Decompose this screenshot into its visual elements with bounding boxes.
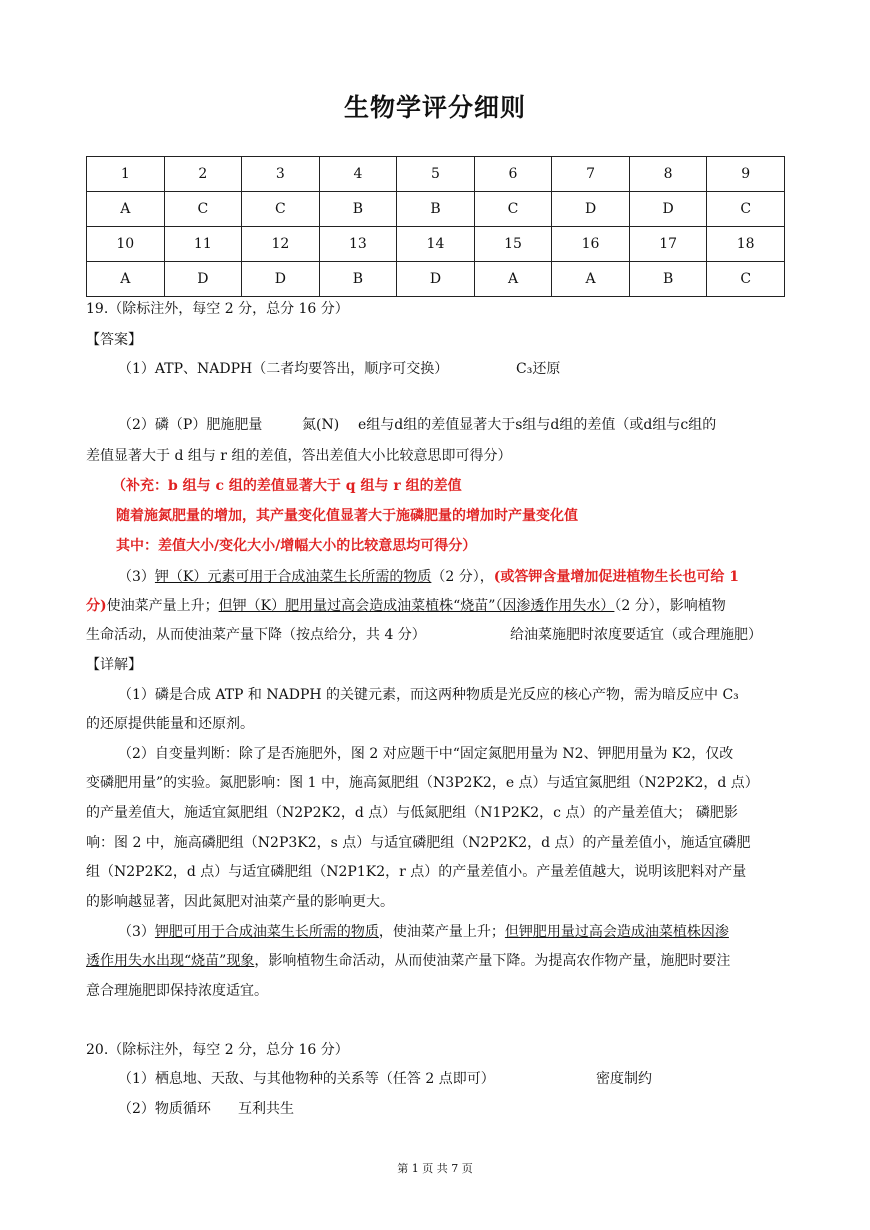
answer-table-cell: C xyxy=(164,192,242,227)
q19-a3-line3: 生命活动，从而使油菜产量下降（按点给分，共 4 分） xyxy=(86,627,426,643)
q19-a1: （1）ATP、NADPH（二者均要答出，顺序可交换） xyxy=(118,361,449,377)
answer-table-cell: D xyxy=(629,192,707,227)
q19-detail-2-line2: 变磷肥用量”的实验。氮肥影响：图 1 中，施高氮肥组（N3P2K2，e 点）与适宜氮肥组（N2P2K2，d 点） xyxy=(86,775,759,791)
q19-a3-line2 xyxy=(86,596,726,616)
answer-table-cell: 6 xyxy=(474,157,552,192)
answer-table-cell: B xyxy=(319,262,397,297)
q19-a2-part3: e组与d组的差值显著大于s组与d组的差值（或d组与c组的 xyxy=(358,417,717,433)
answer-table-cell: 1 xyxy=(87,157,165,192)
answer-table-cell: B xyxy=(397,192,475,227)
answer-table-cell: 18 xyxy=(707,227,785,262)
answer-table-cell: D xyxy=(164,262,242,297)
answer-table-cell: 4 xyxy=(319,157,397,192)
q20-a2-first: （2）物质循环 xyxy=(118,1101,211,1117)
answer-table-cell: C xyxy=(707,192,785,227)
q19-a3-text2: （2 分），影响植物 xyxy=(614,598,726,614)
answer-table-cell: 14 xyxy=(397,227,475,262)
answer-table-cell: 9 xyxy=(707,157,785,192)
q19-detail-2-line1: （2）自变量判断：除了是否施肥外，图 2 对应题干中“固定氮肥用量为 N2、钾肥用量为 K2，仅改 xyxy=(118,746,734,762)
q19-detail-2-line5: 组（N2P2K2，d 点）与适宜磷肥组（N2P1K2，r 点）的产量差值小。产量差值越大，说明该肥料对产量 xyxy=(86,864,747,880)
answer-table-cell: A xyxy=(87,262,165,297)
q19-a2-line2: 差值显著大于 d 组与 r 组的差值，答出差值大小比较意思即可得分） xyxy=(86,448,512,464)
q19-a3-second-blank: 给油菜施肥时浓度要适宜（或合理施肥） xyxy=(510,627,762,643)
answer-table-cell: D xyxy=(397,262,475,297)
answer-table-cell: C xyxy=(474,192,552,227)
q19-supplement-3: 其中：差值大小/变化大小/增幅大小的比较意思均可得分） xyxy=(116,538,477,554)
q19-answer-label: 【答案】 xyxy=(86,332,142,348)
q19-header: 19.（除标注外，每空 2 分，总分 16 分） xyxy=(86,301,349,317)
q19-detail-3-point2: 但钾肥用量过高会造成油菜植株因渗 xyxy=(504,924,729,940)
answer-table-cell: C xyxy=(707,262,785,297)
q19-detail-3-point1: 钾肥可用于合成油菜生长所需的物质 xyxy=(154,924,379,940)
q19-a2-part1: （2）磷（P）肥施肥量 xyxy=(118,417,263,433)
q20-a1: （1）栖息地、天敌、与其他物种的关系等（任答 2 点即可） xyxy=(118,1071,495,1087)
q20-a1-second: 密度制约 xyxy=(596,1071,652,1087)
answer-table-row xyxy=(87,262,785,297)
q19-detail-2-line4: 响：图 2 中，施高磷肥组（N2P3K2，s 点）与适宜磷肥组（N2P2K2，d 点）的产量差值小，施适宜磷肥 xyxy=(86,835,751,851)
answer-table-cell: B xyxy=(629,262,707,297)
answer-table-cell: B xyxy=(319,192,397,227)
answer-table-cell: A xyxy=(87,192,165,227)
answer-table-cell: 5 xyxy=(397,157,475,192)
answer-table-cell: 7 xyxy=(552,157,630,192)
answer-table-row xyxy=(87,192,785,227)
answer-table-cell: D xyxy=(242,262,320,297)
q20-header: 20.（除标注外，每空 2 分，总分 16 分） xyxy=(86,1042,349,1058)
q19-detail-3-text2: ，影响植物生命活动，从而使油菜产量下降。为提高农作物产量，施肥时要注 xyxy=(254,953,731,969)
q19-a3-alt-note: (或答钾含量增加促进植物生长也可给 1 xyxy=(493,569,739,585)
answer-table-cell: A xyxy=(474,262,552,297)
q19-detail-label: 【详解】 xyxy=(86,657,142,673)
q19-detail-3-label: （3） xyxy=(118,924,155,940)
q19-a3-text1: 使油菜产量上升； xyxy=(106,598,219,614)
answer-table-cell: 13 xyxy=(319,227,397,262)
q19-detail-2-line3: 的产量差值大，施适宜氮肥组（N2P2K2，d 点）与低氮肥组（N1P2K2，c 点）的产量差值大； 磷肥影 xyxy=(86,805,738,821)
q19-supplement-1: （补充：b 组与 c 组的差值显著大于 q 组与 r 组的差值 xyxy=(112,478,462,494)
q19-detail-3-line1 xyxy=(118,922,729,942)
q19-detail-2-line6: 的影响越显著，因此氮肥对油菜产量的影响更大。 xyxy=(86,894,394,910)
q19-a3-point2: 但钾（K）肥用量过高会造成油菜植株“烧苗”（因渗透作用失水） xyxy=(218,598,615,614)
q19-detail-3-line2 xyxy=(86,951,730,971)
answer-table-cell: 2 xyxy=(164,157,242,192)
q19-a3-point1: 钾（K）元素可用于合成油菜生长所需的物质 xyxy=(154,569,432,585)
answer-table-row xyxy=(87,157,785,192)
q19-detail-3-point2-end: 透作用失水出现“烧苗”现象 xyxy=(86,953,255,969)
answer-table xyxy=(86,156,785,297)
answer-table-cell: 16 xyxy=(552,227,630,262)
answer-table-cell: 15 xyxy=(474,227,552,262)
answer-table-cell: A xyxy=(552,262,630,297)
q19-a1-c3: C₃还原 xyxy=(516,361,561,377)
q19-a2-part2: 氮(N) xyxy=(302,417,340,433)
q19-a3-label: （3） xyxy=(118,569,155,585)
answer-table-cell: 12 xyxy=(242,227,320,262)
answer-table-cell: D xyxy=(552,192,630,227)
q19-detail-3-line3: 意合理施肥即保持浓度适宜。 xyxy=(86,983,268,999)
answer-table-cell: 17 xyxy=(629,227,707,262)
answer-table-cell: 10 xyxy=(87,227,165,262)
q19-supplement-2: 随着施氮肥量的增加，其产量变化值显著大于施磷肥量的增加时产量变化值 xyxy=(116,508,578,524)
q19-a3-score1: （2 分）， xyxy=(431,569,494,585)
q19-detail-1-line1: （1）磷是合成 ATP 和 NADPH 的关键元素，而这两种物质是光反应的核心产物，需为暗反应中 C₃ xyxy=(118,687,739,703)
answer-table-row xyxy=(87,227,785,262)
q19-a3-line1 xyxy=(118,567,739,587)
answer-table-cell: 3 xyxy=(242,157,320,192)
page-title: 生物学评分细则 xyxy=(343,93,526,122)
answer-table-cell: 11 xyxy=(164,227,242,262)
page-footer: 第 1 页 共 7 页 xyxy=(397,1162,473,1175)
q20-a2-second: 互利共生 xyxy=(238,1101,294,1117)
answer-table-cell: C xyxy=(242,192,320,227)
q19-a3-alt-note-end: 分) xyxy=(86,598,107,614)
q19-detail-3-text1: ，使油菜产量上升； xyxy=(378,924,505,940)
q19-detail-1-line2: 的还原提供能量和还原剂。 xyxy=(86,716,254,732)
answer-table-cell: 8 xyxy=(629,157,707,192)
